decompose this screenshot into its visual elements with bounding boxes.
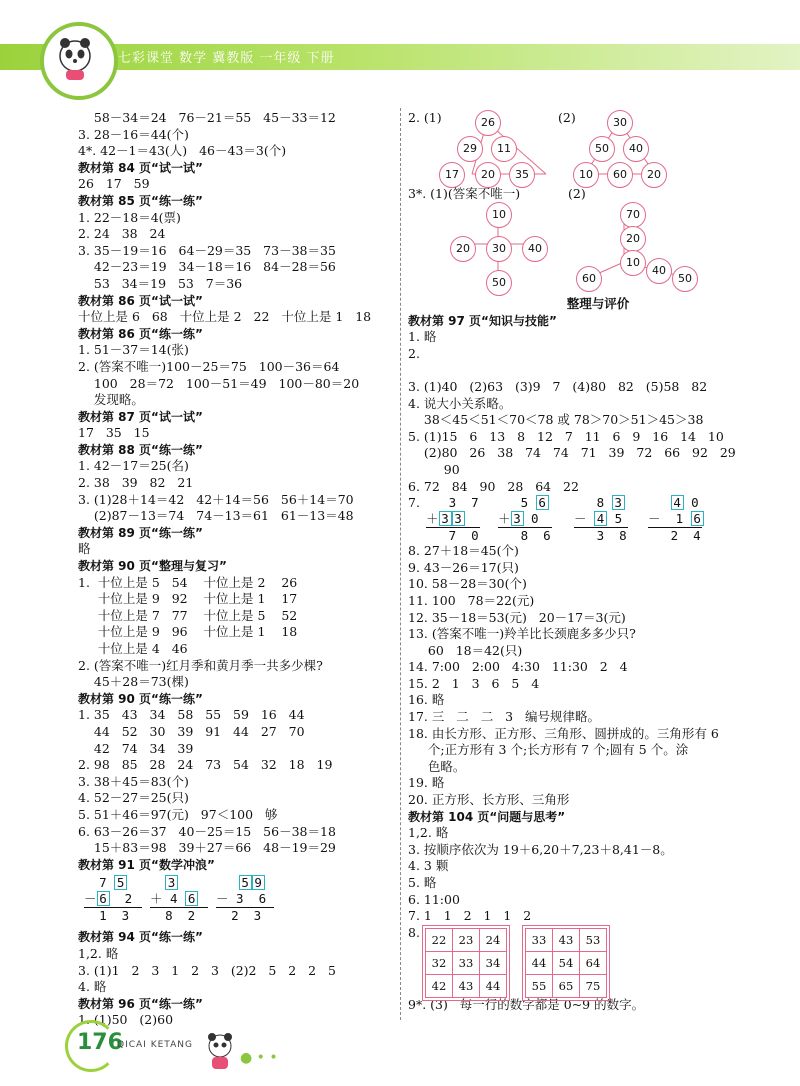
cross-2-node: 60 [576, 266, 602, 292]
answer-line: 1. 51－37＝14(张) [78, 342, 189, 358]
answer-line: 十位上是 4 46 [78, 641, 188, 656]
left-column [78, 110, 398, 1029]
triangle-1-node: 29 [457, 136, 483, 162]
answer-line: 1. 22－18＝4(票) [78, 209, 181, 225]
footer-dots: ● • • [240, 1050, 278, 1066]
q7-problem-a: 3 7 ＋ 3 3 7 0 [426, 495, 479, 544]
answer-line [408, 362, 788, 379]
grid-cell: 32 [426, 951, 453, 974]
triangle-1-node: 26 [475, 110, 501, 136]
section-heading: 教材第 94 页“练一练” [78, 930, 203, 945]
answer-line: 3. (1)1 2 3 1 2 3 (2)2 5 2 2 5 [78, 962, 336, 978]
grid-cell: 33 [453, 951, 480, 974]
cross-2-node: 10 [620, 250, 646, 276]
triangle-2-node: 10 [573, 162, 599, 188]
section-heading: 教材第 86 页“试一试” [78, 293, 203, 308]
q7-vertical-problems: 7. 3 7 ＋ 3 3 7 0 5 6 ＋ 3 0 8 6 8 3 － 4 5 3 8 4 0 － 1 6 2 4 [408, 495, 788, 543]
answer-line: 3. (1)40 (2)63 (3)9 7 (4)80 82 (5)58 82 [408, 378, 708, 394]
panda-mascot-icon [200, 1030, 240, 1076]
section-heading: 教材第 86 页“练一练” [78, 326, 203, 341]
section-heading: 教材第 90 页“练一练” [78, 691, 203, 706]
answer-line: 4. 略 [78, 979, 107, 995]
grid-cell: 44 [526, 951, 553, 974]
grid-cell: 75 [580, 974, 607, 997]
answer-line: 53 34＝19 53 7＝36 [78, 275, 243, 291]
cross-puzzles: 3*. (1)(答案不唯一) (2) 10 20 30 40 50 70 20 10 40 50 60 [408, 186, 788, 296]
answer-line: 3. 35－19＝16 64－29＝35 73－38＝35 [78, 242, 336, 258]
grid-cell: 42 [426, 974, 453, 997]
vertical-problem-c: 5 9 － 3 6 2 3 [216, 875, 274, 924]
grid-cell: 33 [526, 928, 553, 951]
section-heading: 教材第 97 页“知识与技能” [408, 313, 557, 328]
answer-line: 17 35 15 [78, 425, 150, 441]
section-heading: 教材第 87 页“试一试” [78, 409, 203, 424]
answer-line: 1,2. 略 [78, 945, 119, 961]
answer-line: 十位上是 9 96 十位上是 1 18 [78, 624, 298, 640]
q9-answer: 9*. (3) 每一行的数字都是 0~9 的数字。 [408, 996, 645, 1012]
answer-line: 12. 35－18＝53(元) 20－17＝3(元) [408, 609, 626, 625]
answer-line: 11. 100 78＝22(元) [408, 592, 535, 608]
answer-line: 1,2. 略 [408, 825, 449, 841]
grid-cell: 43 [553, 928, 580, 951]
answer-line: 19. 略 [408, 775, 445, 791]
answer-line: 1. 略 [408, 329, 437, 345]
cross-2-node: 40 [646, 258, 672, 284]
answer-line: 9. 43－26＝17(只) [408, 559, 519, 575]
answer-line: 2. 24 38 24 [78, 226, 166, 242]
triangle-2-node: 40 [623, 136, 649, 162]
answer-line: 42 74 34 39 [78, 740, 194, 756]
triangle-1-node: 17 [439, 162, 465, 188]
answer-line: 38＜45＜51＜70＜78 或 78＞70＞51＞45＞38 [408, 412, 704, 428]
footer-brand: QICAI KETANG [117, 1040, 193, 1050]
answer-line: 14. 7:00 2:00 4:30 11:30 2 4 [408, 659, 628, 675]
column-divider [400, 108, 401, 1020]
answer-line: 2. 38 39 82 21 [78, 475, 194, 491]
left-answers-block-1 [78, 110, 398, 873]
section-heading: 教材第 84 页“试一试” [78, 160, 203, 175]
answer-line: 8. 27＋18＝45(个) [408, 543, 519, 559]
vertical-problem-b: 3 ＋ 4 6 8 2 [150, 875, 208, 924]
q7-problem-d: 4 0 － 1 6 2 4 [648, 495, 702, 544]
grid-cell: 43 [453, 974, 480, 997]
answer-line: 45＋28＝73(棵) [78, 674, 189, 690]
answer-line: 2. 98 85 28 24 73 54 32 18 19 [78, 757, 333, 773]
grid-cell: 23 [453, 928, 480, 951]
answer-line: 十位上是 7 77 十位上是 5 52 [78, 607, 298, 623]
answer-line: 色略。 [408, 758, 466, 774]
answer-line: 16. 略 [408, 692, 445, 708]
section-heading: 教材第 104 页“问题与思考” [408, 809, 566, 824]
answer-line: 44 52 30 39 91 44 27 70 [78, 723, 305, 739]
right-answers-block-1 [408, 313, 788, 496]
page-number: 176 [77, 1030, 123, 1055]
cross-1-node: 30 [486, 236, 512, 262]
answer-line: 5. (1)15 6 13 8 12 7 11 6 9 16 14 10 [408, 428, 724, 444]
answer-line: 十位上是 6 68 十位上是 2 22 十位上是 1 18 [78, 309, 372, 325]
answer-line: 4. 52－27＝25(只) [78, 790, 189, 806]
answer-line: 15＋83＝98 39＋27＝66 48－19＝29 [78, 840, 336, 856]
section-heading: 教材第 89 页“练一练” [78, 525, 203, 540]
number-grid-1 [422, 925, 510, 1001]
grid-cell: 44 [480, 974, 507, 997]
header-title: 七彩课堂 数学 冀教版 一年级 下册 [118, 51, 335, 66]
number-grid-2 [522, 925, 610, 1001]
triangle-2-node: 60 [607, 162, 633, 188]
grid-cell: 55 [526, 974, 553, 997]
triangle-2-node: 30 [607, 110, 633, 136]
answer-line: 1. 35 43 34 58 55 59 16 44 [78, 707, 305, 723]
answer-line: 100 28＝72 100－51＝49 100－80＝20 [78, 375, 360, 391]
cross-1-node: 40 [522, 236, 548, 262]
cross-1-node: 20 [450, 236, 476, 262]
answer-line: 2. (答案不唯一)100－25＝75 100－36＝64 [78, 358, 340, 374]
grid-cell: 53 [580, 928, 607, 951]
answer-line: 7. 1 1 2 1 1 2 [408, 908, 532, 924]
grid-cell: 64 [580, 951, 607, 974]
answer-line: 个;正方形有 3 个;长方形有 7 个;圆有 5 个。涂 [408, 742, 689, 758]
answer-line: 20. 正方形、长方形、三角形 [408, 792, 570, 808]
mascot-logo [40, 22, 118, 100]
q7-problem-c: 8 3 － 4 5 3 8 [574, 495, 627, 544]
answer-line: 6. 72 84 90 28 64 22 [408, 478, 579, 494]
answer-line: 13. (答案不唯一)羚羊比长颈鹿多多少只? [408, 626, 636, 642]
answer-line: 3. (1)28＋14＝42 42＋14＝56 56＋14＝70 [78, 491, 354, 507]
answer-line: 18. 由长方形、正方形、三角形、圆拼成的。三角形有 6 [408, 725, 719, 741]
answer-line: (2)87－13＝74 74－13＝61 61－13＝48 [78, 508, 354, 524]
answer-line: 60 18＝42(只) [408, 642, 523, 658]
answer-line: 17. 三 二 二 3 编号规律略。 [408, 709, 600, 725]
answer-line: 4*. 42－1＝43(人) 46－43＝3(个) [78, 143, 287, 159]
left-answers-block-2 [78, 929, 398, 1029]
answer-line: 3. 38＋45＝83(个) [78, 773, 189, 789]
answer-line: 26 17 59 [78, 176, 150, 192]
cross-2-node: 50 [672, 266, 698, 292]
cross-1-node: 10 [486, 202, 512, 228]
answer-line: 58－34＝24 76－21＝55 45－33＝12 [78, 110, 336, 125]
triangle-1-node: 11 [491, 136, 517, 162]
grid-cell: 54 [553, 951, 580, 974]
answer-line: 2. [408, 345, 420, 361]
answer-line: 发现略。 [78, 392, 144, 408]
answer-line: 10. 58－28＝30(个) [408, 576, 527, 592]
answer-line: 十位上是 9 92 十位上是 1 17 [78, 591, 298, 607]
answer-line: 90 [408, 461, 460, 477]
cross-1-node: 50 [486, 270, 512, 296]
answer-line: 3. 28－16＝44(个) [78, 126, 189, 142]
grid-cell: 34 [480, 951, 507, 974]
grid-cell: 65 [553, 974, 580, 997]
answer-line: 6. 63－26＝37 40－25＝15 56－38＝18 [78, 823, 336, 839]
triangle-2-node: 50 [589, 136, 615, 162]
section-heading: 教材第 91 页“数学冲浪” [78, 857, 215, 872]
section-heading: 教材第 88 页“练一练” [78, 442, 203, 457]
triangle-2-node: 20 [641, 162, 667, 188]
answer-line: 5. 略 [408, 875, 437, 890]
answer-line: 3. 按顺序依次为 19＋6,20＋7,23＋8,41－8。 [408, 841, 673, 857]
triangle-puzzles: 2. (1) (2) 26 29 11 17 20 35 30 50 40 10 60 20 [408, 110, 788, 186]
answer-line: 2. (答案不唯一)红月季和黄月季一共多少棵? [78, 657, 323, 673]
answer-line: 42－23＝19 34－18＝16 84－28＝56 [78, 259, 336, 275]
section-title: 整理与评价 [566, 296, 630, 311]
triangle-1-node: 35 [509, 162, 535, 188]
math-surf-vertical-problems [78, 873, 398, 929]
section-heading: 教材第 96 页“练一练” [78, 996, 203, 1011]
answer-line: 15. 2 1 3 6 5 4 [408, 675, 540, 691]
grid-cell: 22 [426, 928, 453, 951]
answer-line: 1. (1)50 (2)60 [78, 1012, 174, 1028]
answer-line: 4. 说大小关系略。 [408, 395, 512, 411]
answer-line: 略 [78, 541, 91, 557]
vertical-problem-a: 7 5 － 6 2 1 3 [84, 875, 142, 924]
answer-line: 4. 3 颗 [408, 858, 449, 874]
grid-cell: 24 [480, 928, 507, 951]
cross-2-node: 70 [620, 202, 646, 228]
answer-line: 5. 51＋46＝97(元) 97＜100 够 [78, 806, 278, 822]
answer-line: 1. 十位上是 5 54 十位上是 2 26 [78, 574, 298, 590]
answer-line: 6. 11:00 [408, 891, 460, 907]
section-heading: 教材第 90 页“整理与复习” [78, 559, 227, 574]
triangle-1-node: 20 [475, 162, 501, 188]
section-heading: 教材第 85 页“练一练” [78, 193, 203, 208]
right-column [408, 110, 788, 1013]
answer-line: 1. 42－17＝25(名) [78, 458, 189, 474]
q8-number-grids: 8. 22 23 24 32 33 34 42 43 44 33 43 53 44 54 64 55 65 75 [408, 925, 788, 997]
panda-icon [44, 26, 106, 88]
cross-2-node: 20 [620, 226, 646, 252]
answer-line: (2)80 26 38 74 74 71 39 72 66 92 29 [408, 445, 736, 461]
q7-problem-b: 5 6 ＋ 3 0 8 6 [498, 495, 551, 544]
right-answers-block-2 [408, 543, 788, 925]
